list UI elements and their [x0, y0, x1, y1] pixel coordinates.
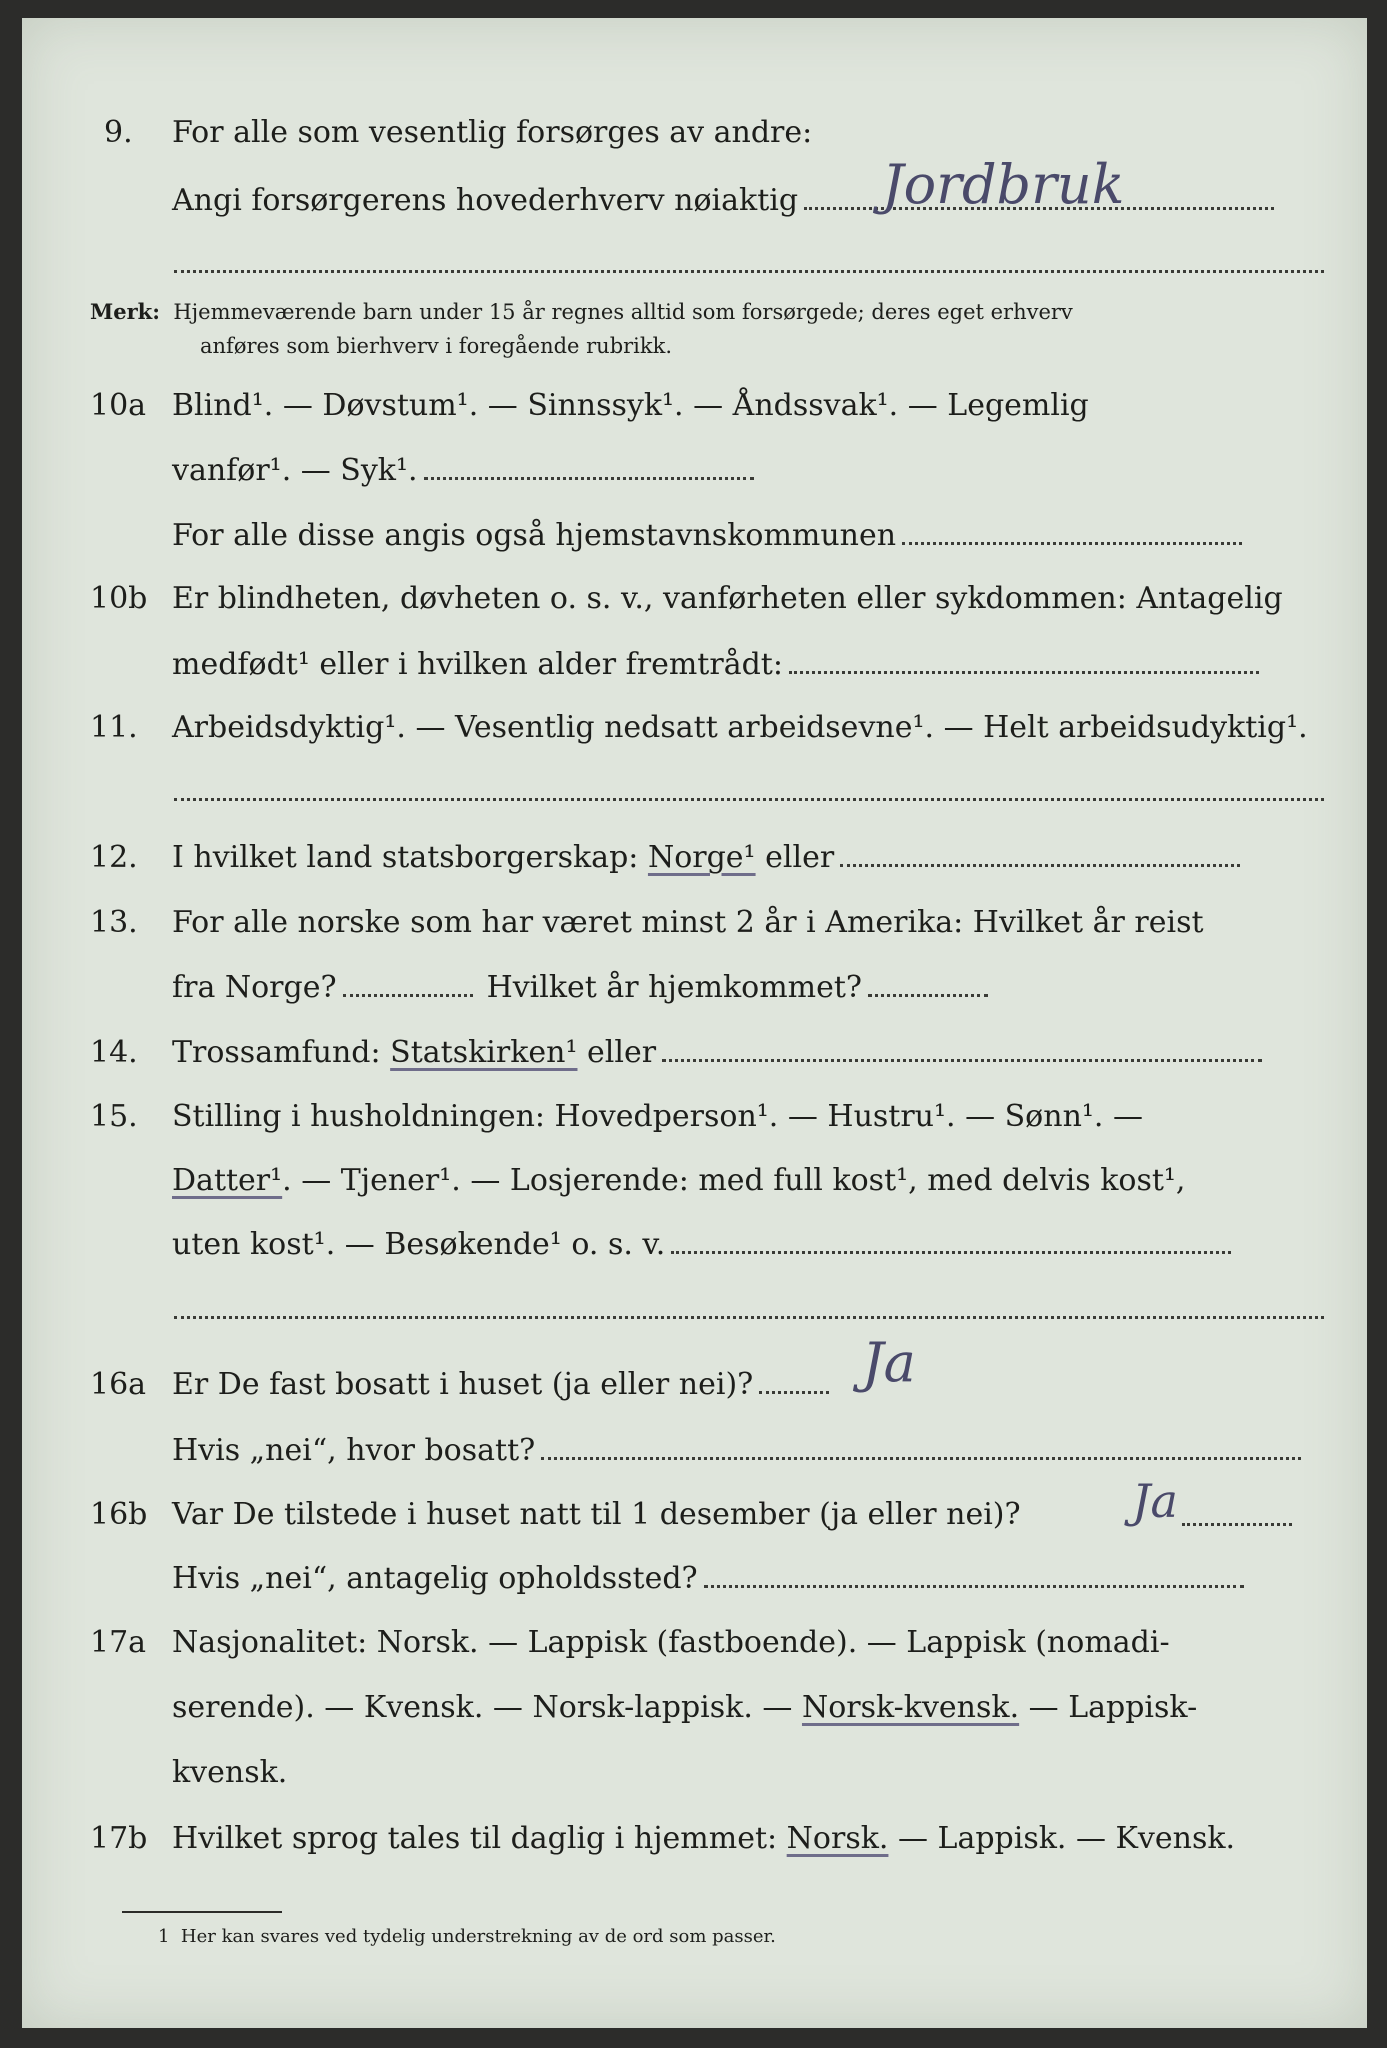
question-16b-line-2 — [172, 1561, 1244, 1596]
question-16b-label-2: Hvis „nei“, antagelig opholdssted? — [172, 1561, 698, 1596]
question-10a-line-3 — [172, 518, 1242, 553]
question-17b-number: 17b — [90, 1821, 148, 1856]
question-16a-number: 16a — [90, 1367, 147, 1402]
question-13-line-2 — [172, 970, 988, 1005]
question-16a-label: Er De fast bosatt i huset (ja eller nei)? — [172, 1367, 754, 1402]
question-14-underlined-answer: Statskirken¹ — [390, 1035, 578, 1070]
question-12-post: eller — [765, 840, 835, 875]
question-17b-label: Hvilket sprog tales til daglig i hjemmet: — [172, 1821, 778, 1856]
question-10a-label-2: vanfør¹. — Syk¹. — [172, 453, 418, 488]
question-15-line-2 — [172, 1163, 1186, 1198]
question-13-label-a: fra Norge? — [172, 970, 337, 1005]
question-15-line-2-rest: . — Tjener¹. — Losjerende: med full kost¹, med delvis kost¹, — [282, 1163, 1186, 1198]
question-17a-underlined-answer: Norsk-kvensk. — [801, 1690, 1020, 1725]
question-17a-line-2-pre: serende). — Kvensk. — Norsk-lappisk. — — [172, 1690, 793, 1725]
question-14-post: eller — [587, 1035, 657, 1070]
question-15-answer-line — [174, 1316, 1324, 1319]
question-15-line-1: Stilling i husholdningen: Hovedperson¹. — Hustru¹. — Sønn¹. — — [172, 1099, 1143, 1134]
question-9-line-1: For alle som vesentlig forsørges av andre: — [172, 115, 813, 150]
question-13-label-b: Hvilket år hjemkommet? — [486, 970, 863, 1005]
merk-note-line-1 — [90, 301, 1073, 323]
question-10b-line-1: Er blindheten, døvheten o. s. v., vanførheten eller sykdommen: Antagelig — [172, 581, 1283, 616]
footnote-text: Her kan svares ved tydelig understrekning av de ord som passer. — [180, 1926, 776, 1947]
question-11-line-1: Arbeidsdyktig¹. — Vesentlig nedsatt arbeidsevne¹. — Helt arbeidsudyktig¹. — [172, 710, 1308, 745]
question-15-number: 15. — [90, 1099, 138, 1134]
question-15-label-3: uten kost¹. — Besøkende¹ o. s. v. — [172, 1227, 666, 1262]
question-16a-line-2 — [172, 1433, 1301, 1468]
question-12-number: 12. — [90, 840, 138, 875]
question-17b-underlined-answer: Norsk. — [786, 1821, 889, 1856]
question-16a-label-2: Hvis „nei“, hvor bosatt? — [172, 1433, 536, 1468]
footnote-rule — [122, 1911, 282, 1913]
question-10a-number: 10a — [90, 388, 147, 423]
census-form-page — [22, 18, 1367, 2028]
question-17a-line-2 — [172, 1690, 1198, 1725]
question-10b-label-2: medfødt¹ eller i hvilken alder fremtrådt: — [172, 647, 783, 682]
question-17a-number: 17a — [90, 1625, 147, 1660]
question-17a-line-2-post: — Lappisk- — [1028, 1690, 1198, 1725]
question-17a-line-3: kvensk. — [172, 1755, 288, 1790]
question-14-line — [172, 1035, 1262, 1070]
question-14-number: 14. — [90, 1035, 138, 1070]
question-9-handwritten-answer: Jordbruk — [882, 153, 1125, 216]
question-10a-line-1: Blind¹. — Døvstum¹. — Sinnssyk¹. — Åndssvak¹. — Legemlig — [172, 388, 1089, 423]
question-9-answer-line — [174, 270, 1324, 273]
question-11-answer-line — [174, 798, 1324, 801]
merk-note-line-2: anføres som bierhverv i foregående rubrikk. — [200, 334, 673, 358]
question-9-number: 9. — [104, 115, 133, 150]
question-11-number: 11. — [90, 710, 138, 745]
question-15-line-3 — [172, 1227, 1231, 1262]
question-12-underlined-answer: Norge¹ — [647, 840, 756, 875]
question-13-number: 13. — [90, 905, 138, 940]
question-15-underlined-answer: Datter¹ — [172, 1163, 283, 1198]
question-17b-line — [172, 1821, 1236, 1856]
question-10b-line-2 — [172, 647, 1259, 682]
question-17a-line-1: Nasjonalitet: Norsk. — Lappisk (fastboende). — Lappisk (nomadi- — [172, 1625, 1170, 1660]
question-10b-number: 10b — [90, 581, 148, 616]
question-10a-label-3: For alle disse angis også hjemstavnskommunen — [172, 518, 897, 553]
question-9-label: Angi forsørgerens hovederhverv nøiaktig — [172, 183, 799, 218]
question-14-label: Trossamfund: — [172, 1035, 381, 1070]
question-17b-post: — Lappisk. — Kvensk. — [897, 1821, 1236, 1856]
question-16b-handwritten-answer: Ja — [1132, 1474, 1178, 1528]
question-13-line-1: For alle norske som har været minst 2 år i Amerika: Hvilket år reist — [172, 905, 1204, 940]
question-16b-number: 16b — [90, 1497, 148, 1532]
question-16a-handwritten-answer: Ja — [862, 1331, 916, 1394]
question-10a-line-2 — [172, 453, 754, 488]
question-12-line — [172, 840, 1240, 875]
question-16b-answer-line — [1182, 1523, 1292, 1526]
merk-text-1: Hjemmeværende barn under 15 år regnes alltid som forsørgede; deres eget erhverv — [173, 300, 1073, 324]
footnote — [158, 1928, 776, 1946]
question-12-label: I hvilket land statsborgerskap: — [172, 840, 639, 875]
footnote-mark: 1 — [158, 1926, 170, 1947]
question-16b-line-1: Var De tilstede i huset natt til 1 desember (ja eller nei)? — [172, 1497, 1021, 1532]
merk-label: Merk: — [90, 299, 160, 324]
question-16a-line-1 — [172, 1367, 829, 1402]
